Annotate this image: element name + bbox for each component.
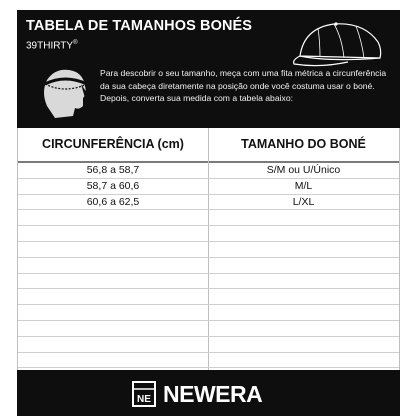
table-row: [18, 321, 399, 337]
chart-title: TABELA DE TAMANHOS BONÉS: [26, 18, 253, 34]
circumference-cell: 56,8 a 58,7: [86, 164, 140, 176]
circumference-cell: [18, 242, 208, 257]
table-row: [18, 242, 399, 258]
size-cell: S/M ou U/Único: [266, 164, 341, 176]
table-row: [18, 210, 399, 226]
size-cell: [208, 305, 399, 320]
table-row: [18, 305, 399, 321]
size-cell: [208, 258, 399, 273]
size-cell: [208, 274, 399, 289]
circumference-cell: [18, 289, 208, 304]
circumference-cell: [18, 321, 208, 336]
size-cell: [208, 289, 399, 304]
flag-logo-icon: [131, 380, 157, 408]
size-cell: [208, 210, 399, 225]
table-row: [18, 163, 399, 179]
cap-icon: [290, 12, 386, 70]
size-cell: [208, 242, 399, 257]
table-row: [18, 226, 399, 242]
table-row: [18, 289, 399, 305]
column-header-size: TAMANHO DO BONÉ: [241, 137, 366, 151]
instructions-text-2: Depois, converta sua medida com a tabela abaixo:: [100, 93, 293, 103]
table-row: [18, 258, 399, 274]
size-cell: L/XL: [292, 195, 315, 208]
logo-mark-text: NE: [137, 394, 151, 405]
model-name-text: 39THIRTY: [26, 40, 74, 52]
table-body: [18, 163, 399, 368]
column-header-circumference: CIRCUNFERÊNCIA (cm): [42, 137, 184, 151]
circumference-cell: 58,7 a 60,6: [86, 179, 140, 192]
circumference-cell: [18, 274, 208, 289]
circumference-cell: [18, 258, 208, 273]
instructions: [100, 67, 392, 105]
size-cell: [208, 226, 399, 241]
circumference-cell: [18, 337, 208, 352]
size-chart-header: [17, 10, 400, 128]
circumference-cell: [18, 305, 208, 320]
circumference-cell: [18, 210, 208, 225]
size-cell: M/L: [294, 179, 313, 192]
registered-mark: ®: [73, 40, 78, 46]
model-name: [26, 40, 77, 51]
table-row: [18, 195, 399, 211]
instructions-text: Para descobrir o seu tamanho, meça com uma fita métrica a circunferência da sua cabeça diretamente na posição onde você costuma usar o boné.: [100, 68, 387, 91]
size-cell: [208, 321, 399, 336]
table-row: [18, 179, 399, 195]
size-cell: [208, 337, 399, 352]
head-measure-icon: [35, 62, 95, 122]
new-era-logo: [131, 380, 291, 408]
size-cell: [208, 353, 399, 368]
circumference-cell: 60,6 a 62,5: [86, 195, 140, 208]
circumference-cell: [18, 226, 208, 241]
brand-footer: [17, 370, 400, 416]
brand-name: NEWERA: [163, 381, 263, 407]
table-row: [18, 353, 399, 369]
table-row: [18, 337, 399, 353]
circumference-cell: [18, 353, 208, 368]
size-table: [17, 128, 400, 370]
table-row: [18, 274, 399, 290]
